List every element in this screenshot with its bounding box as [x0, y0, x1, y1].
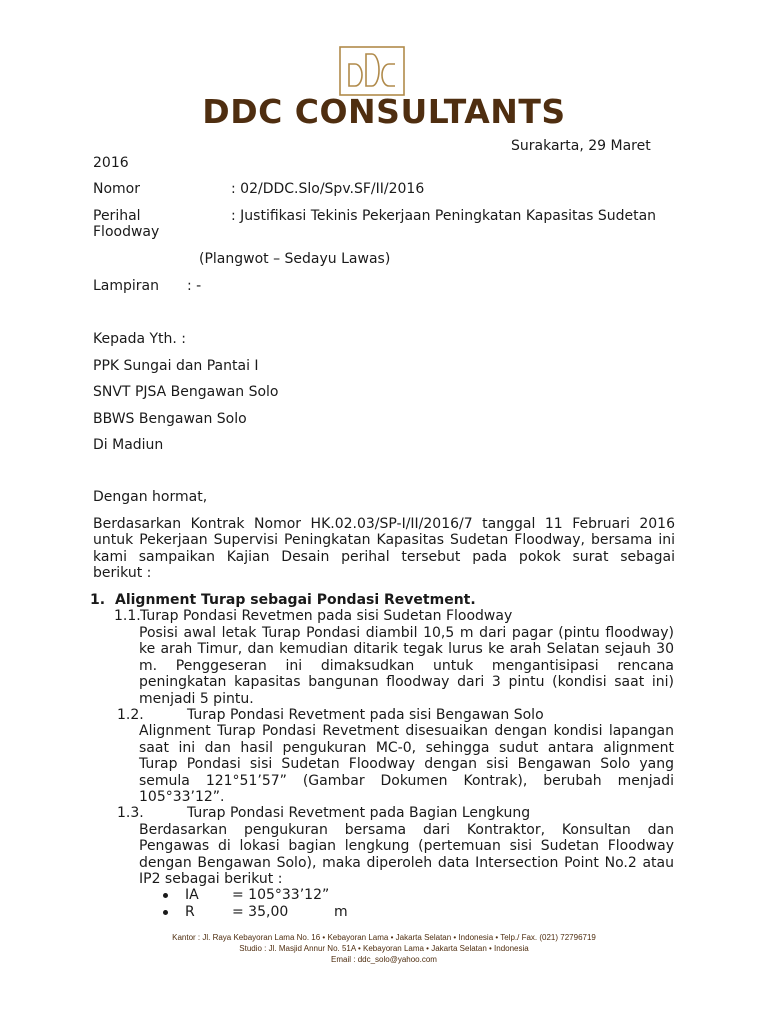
lampiran-value: : - — [187, 278, 202, 294]
ddc-logo — [339, 46, 405, 96]
perihal-value: : Justifikasi Tekinis Pekerjaan Peningkatan Kapasitas Sudetan — [231, 208, 657, 224]
place-date-year: 2016 — [93, 155, 129, 171]
recipient-line: BBWS Bengawan Solo — [93, 411, 247, 427]
subsection-text-line: Alignment Turap Pondasi Revetment disesuaikan dengan kondisi lapangan — [139, 723, 674, 739]
opening-paragraph-line: untuk Pekerjaan Supervisi Peningkatan Kapasitas Sudetan Floodway, bersama ini — [93, 532, 675, 548]
subsection-number: 1.1. — [114, 608, 141, 624]
recipient-line: SNVT PJSA Bengawan Solo — [93, 384, 279, 400]
bullet-value: = 105°33’12” — [232, 887, 330, 903]
lampiran-label: Lampiran — [93, 278, 160, 294]
subsection-text-line: 105°33’12”. — [139, 789, 225, 805]
nomor-value: : 02/DDC.Slo/Spv.SF/II/2016 — [231, 181, 425, 197]
subsection-text-line: peningkatan kapasitas bangunan floodway dari 3 pintu (kondisi saat ini) — [139, 674, 674, 690]
footer-email: Email : ddc_solo@yahoo.com — [331, 955, 437, 964]
opening-paragraph-line: berikut : — [93, 565, 152, 581]
bullet-value: = 35,00 — [232, 904, 289, 920]
section-number: 1. — [90, 592, 106, 608]
section-title: Alignment Turap sebagai Pondasi Revetment. — [115, 592, 476, 608]
nomor-label: Nomor — [93, 181, 140, 197]
company-name: DDC CONSULTANTS — [202, 92, 566, 131]
subsection-number: 1.3. — [117, 805, 144, 821]
subsection-text-line: semula 121°51’57” (Gambar Dokumen Kontrak), berubah menjadi — [139, 773, 674, 789]
subsection-text-line: m. Penggeseran ini dimaksudkan untuk mengantisipasi rencana — [139, 658, 674, 674]
bullet-unit: m — [334, 904, 348, 920]
bullet-icon — [163, 893, 168, 898]
perihal-subtitle: (Plangwot – Sedayu Lawas) — [199, 251, 391, 267]
recipient-intro: Kepada Yth. : — [93, 331, 187, 347]
subsection-text-line: IP2 sebagai berikut : — [139, 871, 283, 887]
bullet-label: IA — [185, 887, 199, 903]
subsection-number: 1.2. — [117, 707, 144, 723]
subsection-text-line: Pengawas di lokasi bagian lengkung (pertemuan sisi Sudetan Floodway — [139, 838, 674, 854]
subsection-text-line: menjadi 5 pintu. — [139, 691, 254, 707]
opening-paragraph-line: Berdasarkan Kontrak Nomor HK.02.03/SP-I/II/2016/7 tanggal 11 Februari 2016 — [93, 516, 675, 532]
subsection-text-line: saat ini dan hasil pengukuran MC-0, sehingga sudut antara alignment — [139, 740, 674, 756]
greeting: Dengan hormat, — [93, 489, 208, 505]
bullet-icon — [163, 910, 168, 915]
perihal-continuation: Floodway — [93, 224, 160, 240]
subsection-title: Turap Pondasi Revetment pada Bagian Lengkung — [187, 805, 531, 821]
bullet-label: R — [185, 904, 195, 920]
subsection-text-line: Posisi awal letak Turap Pondasi diambil 10,5 m dari pagar (pintu floodway) — [139, 625, 674, 641]
opening-paragraph-line: kami sampaikan Kajian Desain perihal tersebut pada pokok surat sebagai — [93, 549, 675, 565]
subsection-text-line: ke arah Timur, dan kemudian ditarik tegak lurus ke arah Selatan sejauh 30 — [139, 641, 674, 657]
subsection-title: Turap Pondasi Revetment pada sisi Bengawan Solo — [187, 707, 544, 723]
subsection-title: Turap Pondasi Revetmen pada sisi Sudetan Floodway — [140, 608, 513, 624]
subsection-text-line: Berdasarkan pengukuran bersama dari Kontraktor, Konsultan dan — [139, 822, 674, 838]
subsection-text-line: dengan Bengawan Solo), maka diperoleh data Intersection Point No.2 atau — [139, 855, 674, 871]
place-date: Surakarta, 29 Maret — [511, 138, 651, 154]
recipient-city: Di Madiun — [93, 437, 164, 453]
footer-office: Kantor : Jl. Raya Kebayoran Lama No. 16 • Kebayoran Lama • Jakarta Selatan • Indonesia • Telp./ Fax. (021) 72796719 — [172, 933, 596, 942]
perihal-label: Perihal — [93, 208, 141, 224]
recipient-line: PPK Sungai dan Pantai I — [93, 358, 259, 374]
footer-studio: Studio : Jl. Masjid Annur No. 51A • Kebayoran Lama • Jakarta Selatan • Indonesia — [239, 944, 529, 953]
subsection-text-line: Turap Pondasi sisi Sudetan Floodway dengan sisi Bengawan Solo yang — [139, 756, 674, 772]
